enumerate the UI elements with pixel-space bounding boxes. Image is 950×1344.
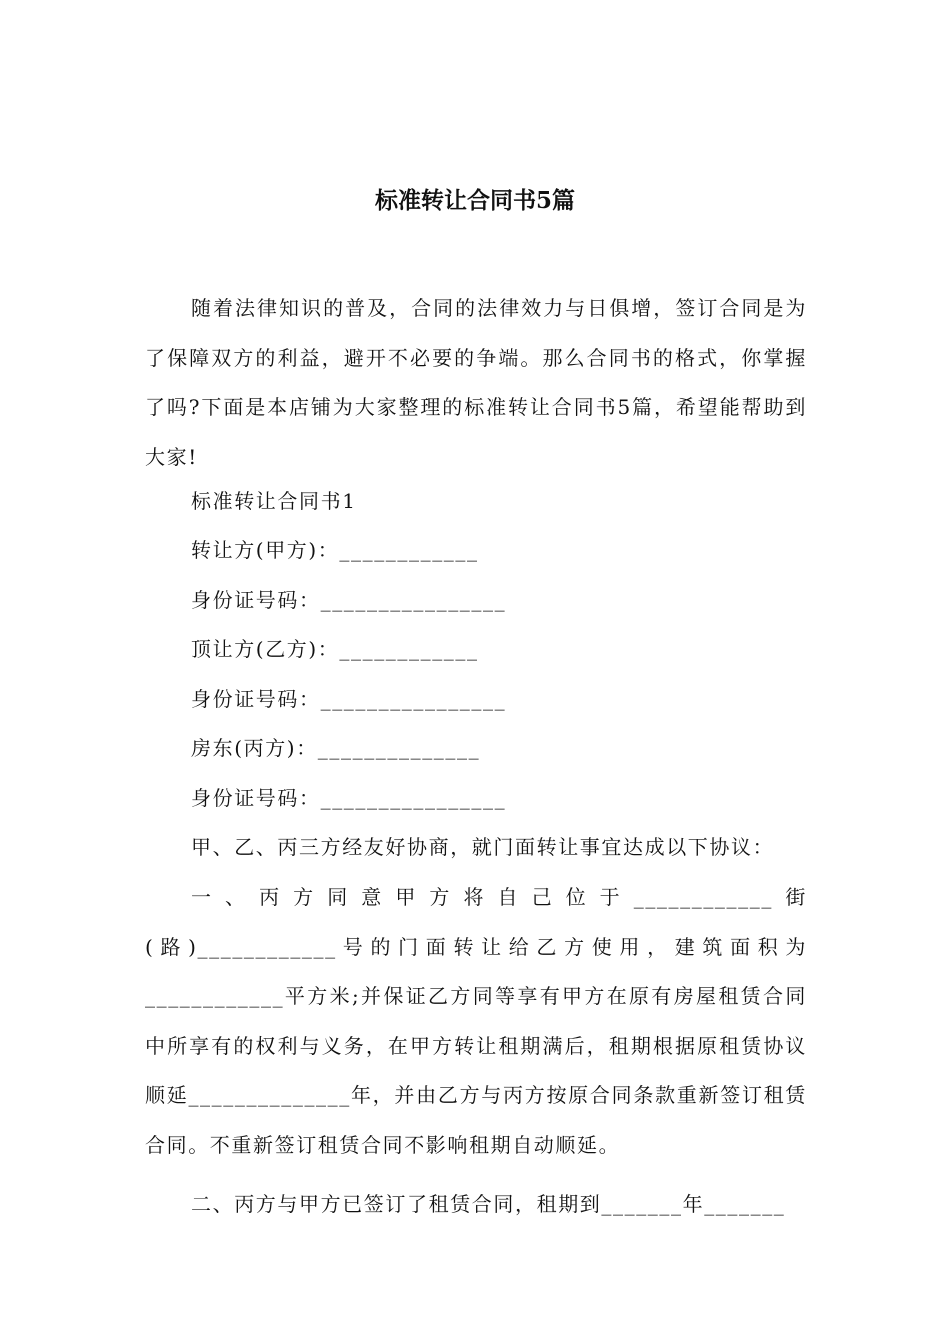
landlord-field: 房东(丙方)：______________: [191, 736, 481, 760]
clause-2: 二、丙方与甲方已签订了租赁合同，租期到_______年_______: [191, 1192, 786, 1216]
section-heading: 标准转让合同书1: [191, 489, 357, 513]
transferor-field: 转让方(甲方)：____________: [191, 538, 479, 562]
intro-paragraph: 随着法律知识的普及，合同的法律效力与日俱增，签订合同是为了保障双方的利益，避开不必要的争端。那么合同书的格式，你掌握了吗?下面是本店铺为大家整理的标准转让合同书5篇，希望能帮助到大家!: [145, 296, 807, 469]
transferor-id-field: 身份证号码：________________: [191, 588, 507, 612]
agreement-lead: 甲、乙、丙三方经友好协商，就门面转让事宜达成以下协议：: [191, 835, 775, 859]
transferee-id-field: 身份证号码：________________: [191, 687, 507, 711]
landlord-id-field: 身份证号码：________________: [191, 786, 507, 810]
transferee-field: 顶让方(乙方)：____________: [191, 637, 479, 661]
clause-1: 一、丙方同意甲方将自己位于____________街(路)____________号的门面转让给乙方使用，建筑面积为____________平方米;并保证乙方同等享有甲方在原有房屋租赁合同中所享有的权利与义务，在甲方转让租期满后，租期根据原租赁协议顺延______________年，并由乙方与丙方按原合同条款重新签订租赁合同。不重新签订租赁合同不影响租期自动顺延。: [145, 885, 807, 1157]
document-title: 标准转让合同书5篇: [374, 187, 575, 214]
